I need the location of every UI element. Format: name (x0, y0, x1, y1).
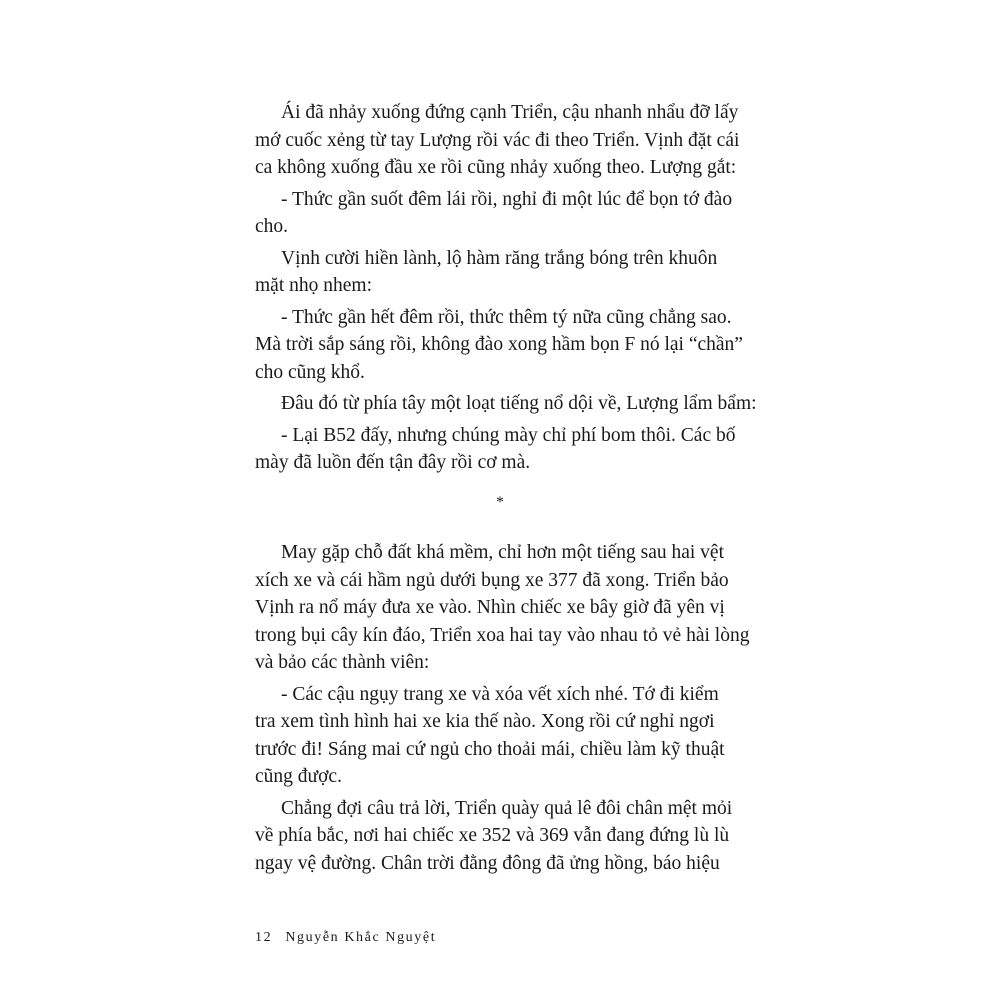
text-line: Vịnh ra nổ máy đưa xe vào. Nhìn chiếc xe bây giờ đã yên vị (255, 597, 725, 618)
text-line: Ái đã nhảy xuống đứng cạnh Triển, cậu nhanh nhẩu đỡ lấy (281, 102, 739, 123)
paragraph (255, 795, 775, 878)
section-divider: * (496, 494, 504, 511)
text-line: mặt nhọ nhem: (255, 275, 372, 296)
text-line: trước đi! Sáng mai cứ ngủ cho thoải mái, chiều làm kỹ thuật (255, 738, 725, 760)
text-section-1 (255, 99, 775, 477)
text-line: cho cũng khổ. (255, 361, 365, 383)
text-line: - Thức gần hết đêm rồi, thức thêm tý nữa cũng chẳng sao. (281, 306, 732, 328)
text-section-2 (255, 539, 775, 877)
text-line: về phía bắc, nơi hai chiếc xe 352 và 369 vẫn đang đứng lù lù (255, 825, 730, 846)
text-line: Đâu đó từ phía tây một loạt tiếng nổ dội về, Lượng lẩm bẩm: (281, 393, 757, 414)
text-line: Chẳng đợi câu trả lời, Triển quày quả lê đôi chân mệt mỏi (281, 797, 733, 819)
paragraph (255, 390, 775, 418)
text-line: tra xem tình hình hai xe kia thế nào. Xong rồi cứ nghỉ ngơi (255, 711, 715, 732)
text-line: - Thức gần suốt đêm lái rồi, nghỉ đi một lúc để bọn tớ đào (281, 188, 733, 210)
page-number: 12 (255, 930, 273, 945)
text-line: trong bụi cây kín đáo, Triển xoa hai tay vào nhau tỏ vẻ hài lòng (255, 624, 750, 646)
text-line: ngay vệ đường. Chân trời đằng đông đã ửng hồng, báo hiệu (255, 852, 720, 874)
text-line: ca không xuống đầu xe rồi cũng nhảy xuống theo. Lượng gắt: (255, 157, 737, 178)
text-line: xích xe và cái hầm ngủ dưới bụng xe 377 đã xong. Triển bảo (255, 569, 729, 591)
paragraph (255, 681, 775, 791)
paragraph (255, 539, 775, 677)
text-line: mày đã luồn đến tận đây rồi cơ mà. (255, 452, 531, 473)
author-name: Nguyễn Khắc Nguyệt (285, 930, 437, 945)
text-line: - Lại B52 đấy, nhưng chúng mày chỉ phí bom thôi. Các bố (281, 424, 736, 446)
paragraph (255, 99, 775, 182)
text-line: mớ cuốc xẻng từ tay Lượng rồi vác đi theo Triển. Vịnh đặt cái (255, 129, 740, 151)
text-line: và bảo các thành viên: (255, 652, 430, 673)
text-line: cho. (255, 216, 289, 237)
text-line: Mà trời sắp sáng rồi, không đào xong hầm bọn F nó lại “chần” (255, 334, 743, 355)
text-line: - Các cậu ngụy trang xe và xóa vết xích nhé. Tớ đi kiểm (281, 683, 719, 705)
paragraph (255, 186, 775, 241)
text-line: cũng được. (255, 766, 342, 787)
text-line: Vịnh cười hiền lành, lộ hàm răng trắng bóng trên khuôn (281, 247, 718, 269)
page-footer (255, 930, 436, 946)
paragraph (255, 422, 775, 477)
text-line: May gặp chỗ đất khá mềm, chỉ hơn một tiếng sau hai vệt (281, 542, 724, 563)
paragraph (255, 304, 775, 387)
paragraph (255, 245, 775, 300)
